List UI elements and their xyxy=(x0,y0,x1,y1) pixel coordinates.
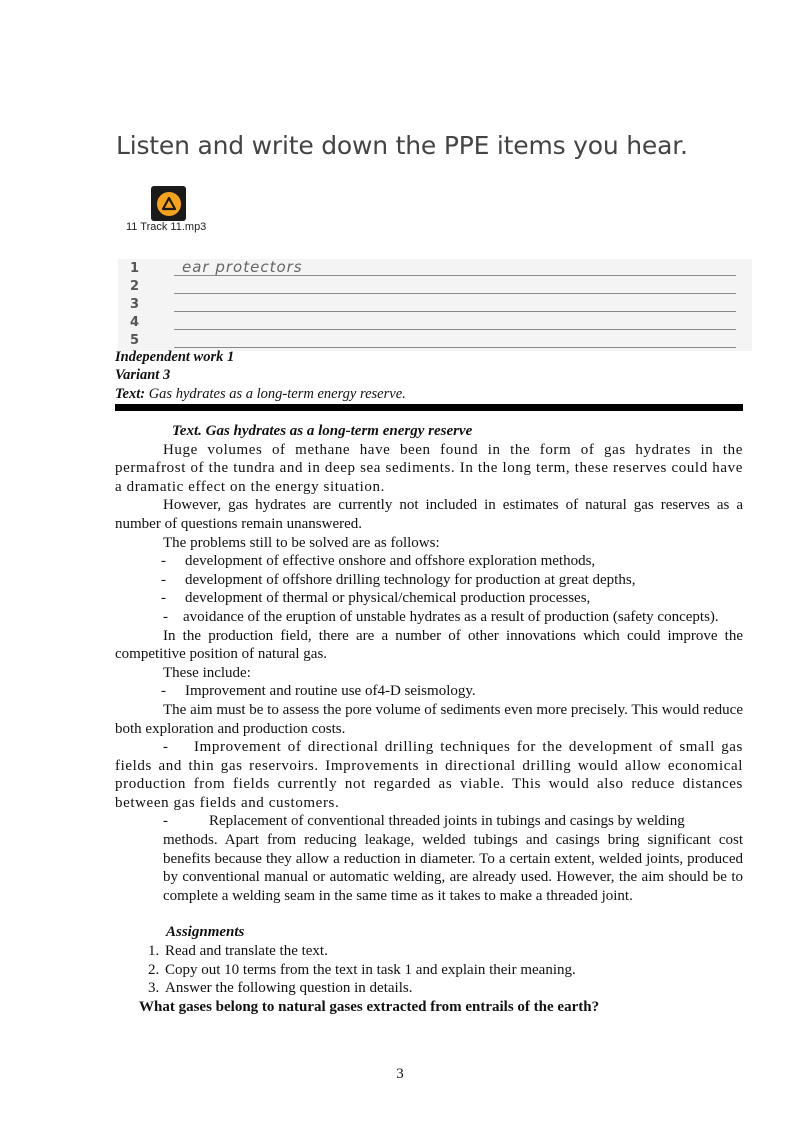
row-number: 4 xyxy=(130,315,140,330)
exercise-title: Listen and write down the PPE items you hear. xyxy=(116,131,688,160)
audio-file-icon[interactable] xyxy=(151,186,186,221)
text-label: Text: xyxy=(115,386,146,402)
list-item: - avoidance of the eruption of unstable hydrates as a result of production (safety concepts). xyxy=(163,608,719,625)
text-heading xyxy=(115,386,406,403)
text-title: Gas hydrates as a long-term energy reserve. xyxy=(145,386,406,402)
list-item: - Improvement and routine use of4-D seismology. xyxy=(161,683,476,700)
paragraph: In the production field, there are a number of other innovations which could improve the competitive position of natural gas. xyxy=(115,627,743,663)
list-item: - Replacement of conventional threaded joints in tubings and casings by welding methods. Apart from reducing leakage, welded tubings and casings bring significant cost benefits because they allow a reduction in diameter. To a certain extent, welded joints, produced by conventional manual or automatic welding, are already used. However, the aim should be to complete a welding seam in the same time as it takes to make a threaded joint. xyxy=(163,813,743,904)
row-answer: ear protectors xyxy=(182,258,303,276)
assignment-item: 2. Copy out 10 terms from the text in task 1 and explain their meaning. xyxy=(163,961,743,980)
paragraph: However, gas hydrates are currently not included in estimates of natural gas reserves as a number of questions remain unanswered. xyxy=(115,497,743,532)
list-item: - development of offshore drilling technology for production at great depths, xyxy=(161,571,636,588)
audio-filename[interactable]: 11 Track 11.mp3 xyxy=(126,221,207,233)
row-number: 1 xyxy=(130,261,140,276)
assignment-item: 3. Answer the following question in details. xyxy=(163,979,743,998)
answer-line xyxy=(174,293,736,294)
article-body xyxy=(115,422,743,1016)
answer-row xyxy=(118,297,752,315)
answer-line xyxy=(174,275,736,276)
paragraph: These include: xyxy=(163,664,251,681)
list-item: - development of thermal or physical/chemical production processes, xyxy=(161,590,591,607)
assignment-item: 1. Read and translate the text. xyxy=(163,942,743,961)
answer-row xyxy=(118,279,752,297)
assignments-title: Assignments xyxy=(166,924,245,941)
page-number: 3 xyxy=(396,1066,404,1082)
answer-worksheet xyxy=(118,259,752,351)
assignment-question: What gases belong to natural gases extracted from entrails of the earth? xyxy=(139,998,600,1015)
divider-rule xyxy=(115,404,743,411)
answer-line xyxy=(174,347,736,348)
paragraph: The aim must be to assess the pore volume of sediments even more precisely. This would reduce both exploration and production costs. xyxy=(115,701,743,737)
list-item: - Improvement of directional drilling techniques for the development of small gas fields and thin gas reservoirs. Improvements in directional drilling would allow economical production from fields currently not regarded as viable. This would also reduce distances between gas fields and customers. xyxy=(115,739,743,811)
answer-line xyxy=(174,329,736,330)
row-number: 3 xyxy=(130,297,140,312)
assignment-list xyxy=(115,942,743,998)
row-number: 2 xyxy=(130,279,140,294)
audio-disc-icon xyxy=(157,192,181,216)
row-number: 5 xyxy=(130,333,140,348)
variant-heading: Variant 3 xyxy=(115,367,171,383)
independent-work-heading: Independent work 1 xyxy=(115,349,235,365)
answer-row xyxy=(118,258,752,279)
answer-line xyxy=(174,311,736,312)
list-item: - development of effective onshore and offshore exploration methods, xyxy=(161,553,596,570)
answer-row xyxy=(118,315,752,333)
paragraph: Huge volumes of methane have been found in the form of gas hydrates in the permafrost of the tundra and in deep sea sediments. In the long term, these reserves could have a dramatic effect on the energy situation. xyxy=(115,441,743,495)
paragraph: The problems still to be solved are as follows: xyxy=(163,534,440,551)
article-title: Text. Gas hydrates as a long-term energy reserve xyxy=(172,423,473,439)
